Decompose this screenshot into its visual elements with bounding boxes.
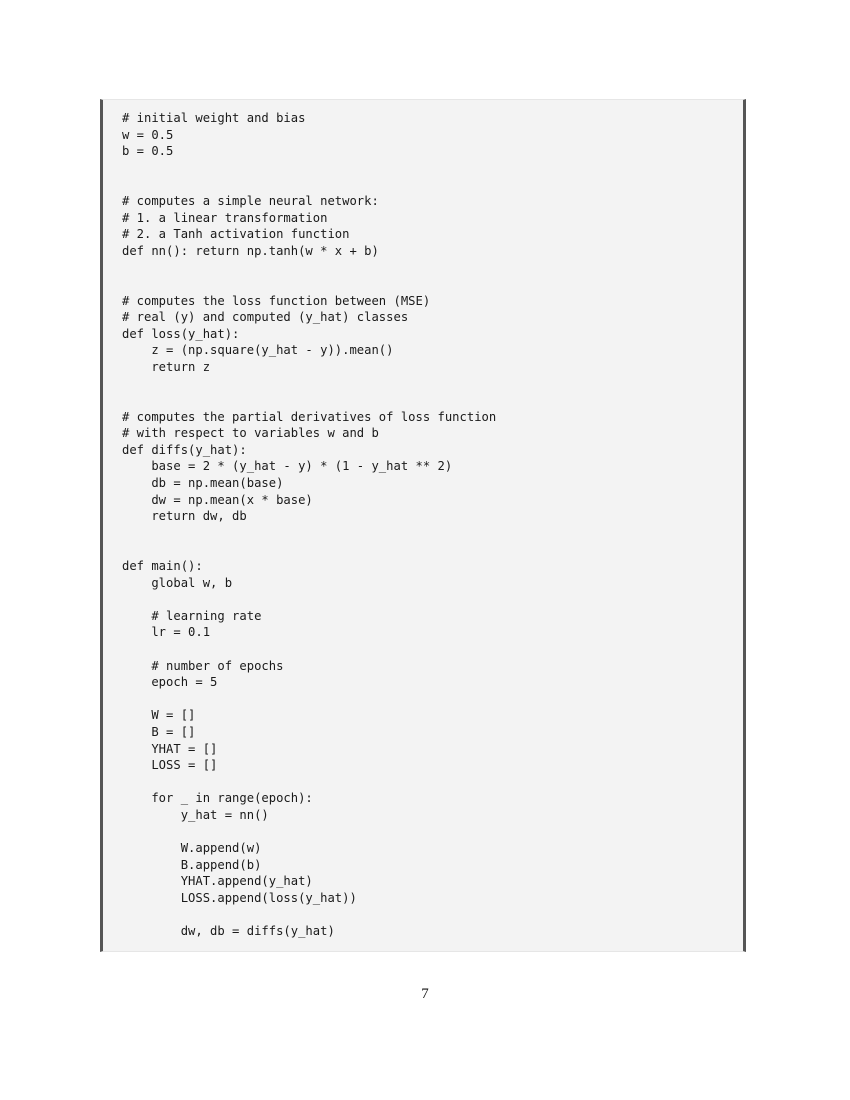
code-line bbox=[122, 641, 496, 658]
code-line: epoch = 5 bbox=[122, 675, 218, 690]
code-line: b = 0.5 bbox=[122, 144, 174, 159]
code-line bbox=[122, 276, 496, 293]
code-line bbox=[122, 176, 496, 193]
code-line bbox=[122, 541, 496, 558]
code-line: w = 0.5 bbox=[122, 127, 174, 142]
code-line: # computes a simple neural network: bbox=[122, 193, 379, 208]
code-line: global w, b bbox=[122, 575, 233, 590]
code-line: for _ in range(epoch): bbox=[122, 791, 313, 806]
code-line: def nn(): return np.tanh(w * x + b) bbox=[122, 243, 379, 258]
code-line: # real (y) and computed (y_hat) classes bbox=[122, 310, 409, 325]
code-line: return z bbox=[122, 359, 211, 374]
code-line: y_hat = nn() bbox=[122, 807, 269, 822]
code-line: B = [] bbox=[122, 724, 196, 739]
code-line bbox=[122, 160, 496, 177]
code-line bbox=[122, 376, 496, 393]
code-line: lr = 0.1 bbox=[122, 625, 211, 640]
code-line: return dw, db bbox=[122, 509, 247, 524]
code-line bbox=[122, 591, 496, 608]
code-line: YHAT = [] bbox=[122, 741, 218, 756]
code-line: # 1. a linear transformation bbox=[122, 210, 328, 225]
code-listing bbox=[100, 99, 746, 952]
code-line: # with respect to variables w and b bbox=[122, 426, 379, 441]
code-line: # initial weight and bias bbox=[122, 111, 306, 125]
code-line: def diffs(y_hat): bbox=[122, 442, 247, 457]
code-lines bbox=[122, 110, 496, 940]
code-line: db = np.mean(base) bbox=[122, 476, 284, 491]
code-line bbox=[122, 392, 496, 409]
code-line: # computes the loss function between (MSE) bbox=[122, 293, 431, 308]
code-line: LOSS = [] bbox=[122, 758, 218, 773]
page-number: 7 bbox=[421, 986, 429, 1002]
code-line bbox=[122, 691, 496, 708]
code-line bbox=[122, 824, 496, 841]
code-line: W.append(w) bbox=[122, 841, 262, 856]
code-line: def loss(y_hat): bbox=[122, 326, 240, 341]
code-line: B.append(b) bbox=[122, 857, 262, 872]
code-line bbox=[122, 774, 496, 791]
code-line: dw = np.mean(x * base) bbox=[122, 492, 313, 507]
code-line: def main(): bbox=[122, 559, 203, 574]
code-line bbox=[122, 525, 496, 542]
code-line bbox=[122, 259, 496, 276]
code-line: dw, db = diffs(y_hat) bbox=[122, 924, 335, 939]
code-line: # number of epochs bbox=[122, 658, 284, 673]
code-line: LOSS.append(loss(y_hat)) bbox=[122, 890, 357, 905]
code-line: # learning rate bbox=[122, 608, 262, 623]
code-line: # computes the partial derivatives of loss function bbox=[122, 409, 497, 424]
code-line bbox=[122, 907, 496, 924]
code-line: z = (np.square(y_hat - y)).mean() bbox=[122, 343, 394, 358]
code-line: W = [] bbox=[122, 708, 196, 723]
code-line: base = 2 * (y_hat - y) * (1 - y_hat ** 2) bbox=[122, 459, 453, 474]
code-line: # 2. a Tanh activation function bbox=[122, 227, 350, 242]
code-line: YHAT.append(y_hat) bbox=[122, 874, 313, 889]
